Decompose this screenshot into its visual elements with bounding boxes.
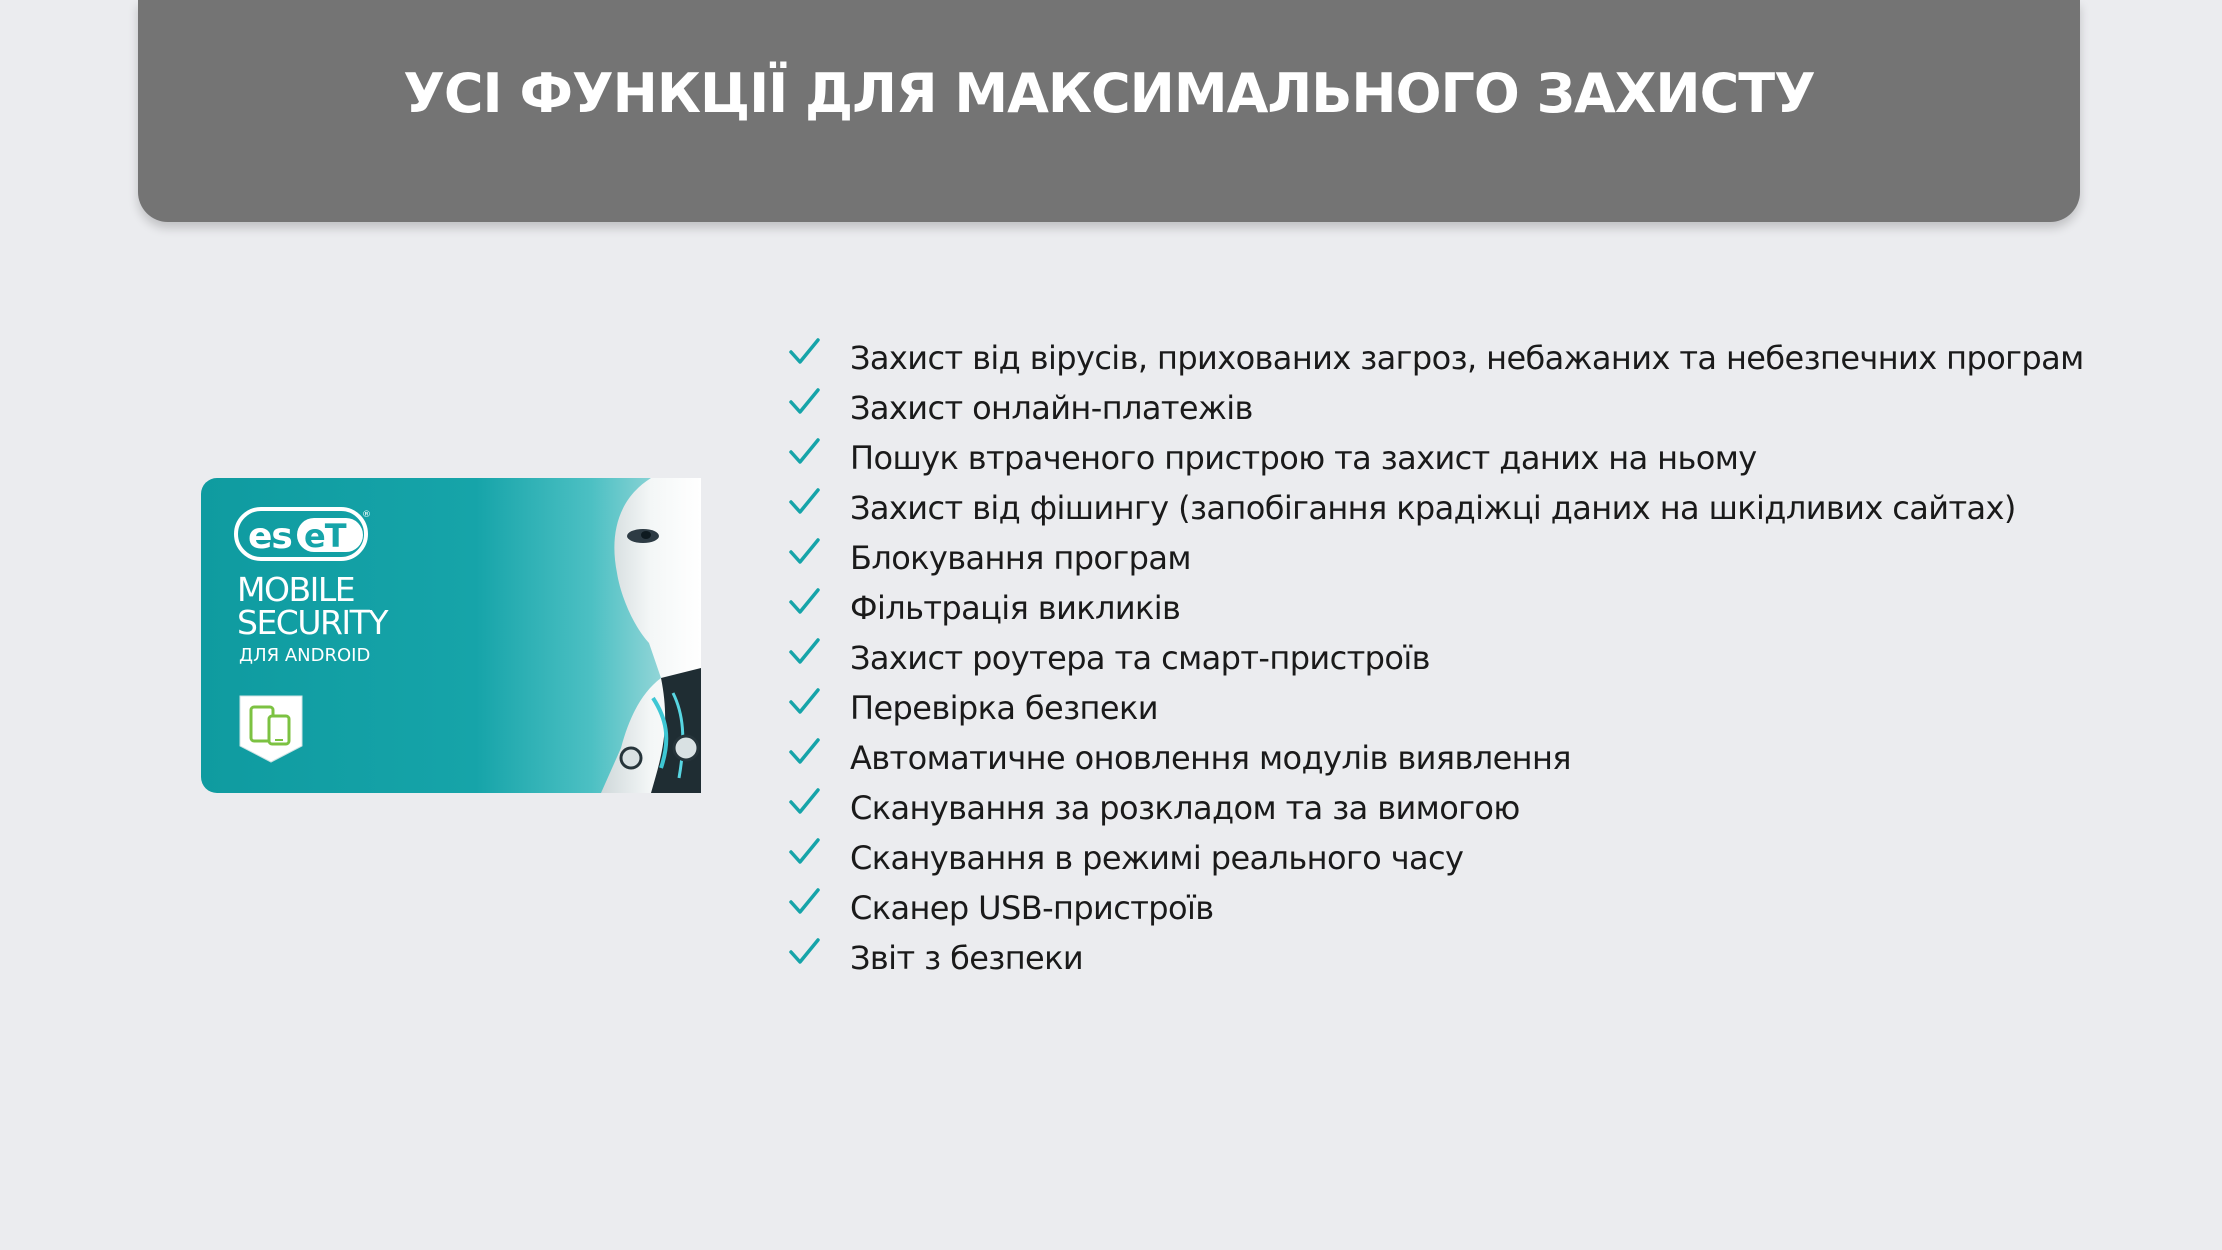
checkmark-icon	[788, 687, 820, 717]
feature-item	[788, 883, 2084, 933]
checkmark-icon	[788, 337, 820, 367]
checkmark-icon	[788, 937, 820, 967]
feature-text: Захист роутера та смарт-пристроїв	[850, 639, 1430, 677]
feature-text: Сканування в режимі реального часу	[850, 839, 1464, 877]
product-name-line1: MOBILE	[237, 570, 355, 609]
devices-shield-icon	[238, 694, 304, 764]
feature-item	[788, 483, 2084, 533]
feature-item	[788, 533, 2084, 583]
feature-text: Сканування за розкладом та за вимогою	[850, 789, 1520, 827]
feature-text: Перевірка безпеки	[850, 689, 1158, 727]
checkmark-icon	[788, 537, 820, 567]
checkmark-icon	[788, 487, 820, 517]
svg-text:es: es	[248, 516, 292, 557]
feature-text: Фільтрація викликів	[850, 589, 1181, 627]
feature-text: Захист від вірусів, прихованих загроз, небажаних та небезпечних програм	[850, 339, 2084, 377]
feature-item	[788, 333, 2084, 383]
eset-logo	[234, 507, 370, 563]
feature-text: Пошук втраченого пристрою та захист даних на ньому	[850, 439, 1757, 477]
feature-text: Захист онлайн-платежів	[850, 389, 1253, 427]
feature-item	[788, 633, 2084, 683]
feature-text: Захист від фішингу (запобігання крадіжці даних на шкідливих сайтах)	[850, 489, 2016, 527]
feature-text: Блокування програм	[850, 539, 1191, 577]
feature-text: Автоматичне оновлення модулів виявлення	[850, 739, 1571, 777]
feature-item	[788, 383, 2084, 433]
feature-item	[788, 683, 2084, 733]
checkmark-icon	[788, 887, 820, 917]
checkmark-icon	[788, 737, 820, 767]
feature-item	[788, 583, 2084, 633]
feature-item	[788, 933, 2084, 983]
checkmark-icon	[788, 587, 820, 617]
product-box-image	[201, 478, 701, 793]
android-portrait-illustration	[591, 478, 701, 793]
product-platform: ДЛЯ ANDROID	[239, 645, 371, 666]
feature-list	[788, 333, 2084, 983]
feature-text: Звіт з безпеки	[850, 939, 1084, 977]
page-title: УСІ ФУНКЦІЇ ДЛЯ МАКСИМАЛЬНОГО ЗАХИСТУ	[403, 62, 1815, 125]
checkmark-icon	[788, 637, 820, 667]
feature-item	[788, 433, 2084, 483]
feature-item	[788, 833, 2084, 883]
checkmark-icon	[788, 837, 820, 867]
checkmark-icon	[788, 437, 820, 467]
svg-text:®: ®	[362, 510, 371, 520]
feature-text: Сканер USB-пристроїв	[850, 889, 1214, 927]
checkmark-icon	[788, 787, 820, 817]
header-bar	[138, 0, 2080, 222]
svg-text:eT: eT	[304, 517, 346, 555]
product-name-line2: SECURITY	[237, 603, 387, 642]
checkmark-icon	[788, 387, 820, 417]
feature-item	[788, 783, 2084, 833]
feature-item	[788, 733, 2084, 783]
